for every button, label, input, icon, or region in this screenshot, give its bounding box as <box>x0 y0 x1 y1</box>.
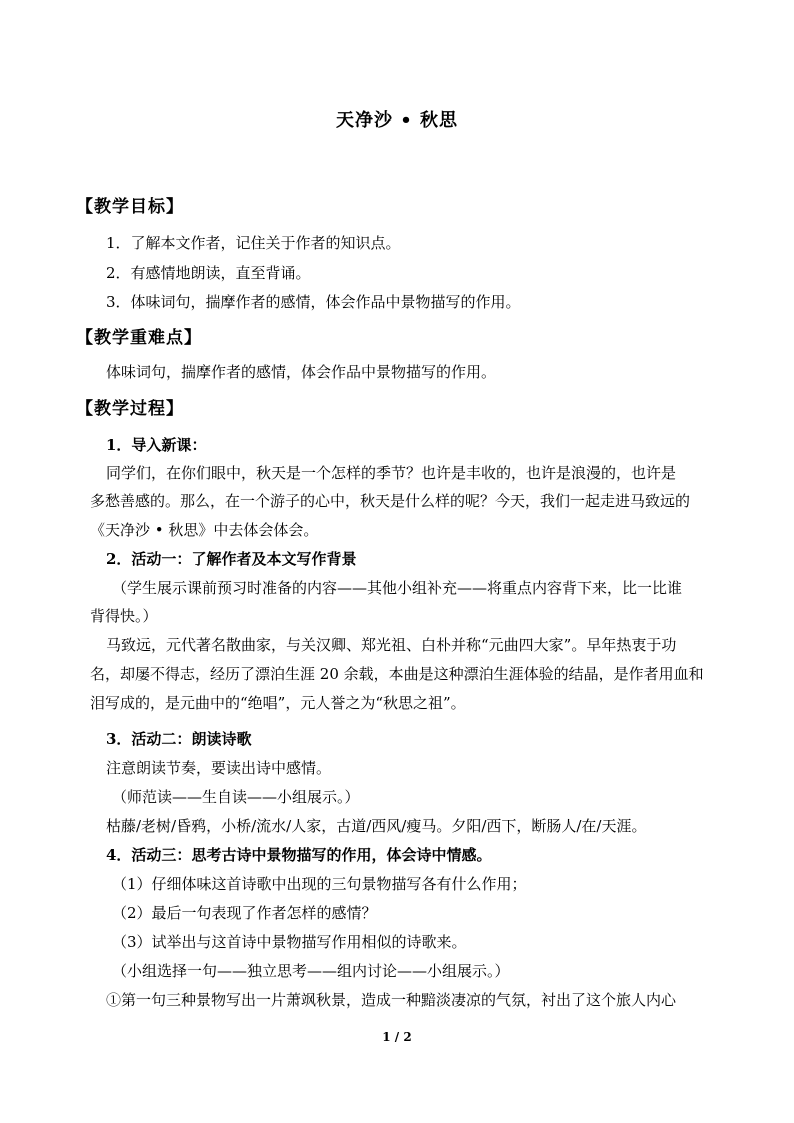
paragraph-line: （小组选择一句——独立思考——组内讨论——小组展示。） <box>112 962 510 980</box>
section-1-title: 1．导入新课： <box>106 436 207 454</box>
key-heading: 【教学重难点】 <box>76 328 202 348</box>
goals-heading: 【教学目标】 <box>76 197 184 217</box>
section-3-title: 3．活动二：朗读诗歌 <box>106 730 252 748</box>
key-text: 体味词句，揣摩作者的感情，体会作品中景物描写的作用。 <box>106 363 497 381</box>
paragraph-line: 马致远，元代著名散曲家，与关汉卿、郑光祖、白朴并称“元曲四大家”。早年热衷于功 <box>106 636 677 654</box>
question-2: （2）最后一句表现了作者怎样的感情？ <box>112 904 377 922</box>
paragraph-line: 背得快。） <box>90 607 158 625</box>
question-1: （1）仔细体味这首诗歌中出现的三句景物描写各有什么作用； <box>112 875 527 893</box>
paragraph-line: 多愁善感的。那么，在一个游子的心中，秋天是什么样的呢？今天，我们一起走进马致远的 <box>90 492 691 510</box>
process-heading: 【教学过程】 <box>76 399 184 419</box>
paragraph-line: ①第一句三种景物写出一片萧飒秋景，造成一种黯淡凄凉的气氛，衬出了这个旅人内心 <box>106 991 677 1009</box>
paragraph-line: 注意朗读节奏，要读出诗中感情。 <box>106 759 332 777</box>
paragraph-line: 枯藤/老树/昏鸦，小桥/流水/人家，古道/西风/瘦马。夕阳/西下，断肠人/在/天涯。 <box>106 817 647 835</box>
paragraph-line: （学生展示课前预习时准备的内容——其他小组补充——将重点内容背下来，比一比谁 <box>112 579 683 597</box>
paragraph-line: （师范读——生自读——小组展示。） <box>112 788 360 806</box>
question-3: （3）试举出与这首诗中景物描写作用相似的诗歌来。 <box>112 933 467 951</box>
goal-item-1: 1．了解本文作者，记住关于作者的知识点。 <box>106 234 401 252</box>
goal-item-3: 3．体味词句，揣摩作者的感情，体会作品中景物描写的作用。 <box>106 293 521 311</box>
paragraph-line: 名，却屡不得志，经历了漂泊生涯 20 余载，本曲是这种漂泊生涯体验的结晶，是作者用血和 <box>90 665 704 683</box>
goal-item-2: 2．有感情地朗读，直至背诵。 <box>106 264 311 282</box>
paragraph-line: 同学们，在你们眼中，秋天是一个怎样的季节？也许是丰收的，也许是浪漫的，也许是 <box>106 464 677 482</box>
paragraph-line: 《天净沙 • 秋思》中去体会体会。 <box>90 521 319 539</box>
page-number: 1 / 2 <box>382 1030 412 1044</box>
paragraph-line: 泪写成的，是元曲中的“绝唱”，元人誉之为“秋思之祖”。 <box>90 694 466 712</box>
section-2-title: 2．活动一：了解作者及本文写作背景 <box>106 550 357 568</box>
section-4-title: 4．活动三：思考古诗中景物描写的作用，体会诗中情感。 <box>106 846 492 864</box>
document-title: 天净沙 • 秋思 <box>335 110 459 131</box>
